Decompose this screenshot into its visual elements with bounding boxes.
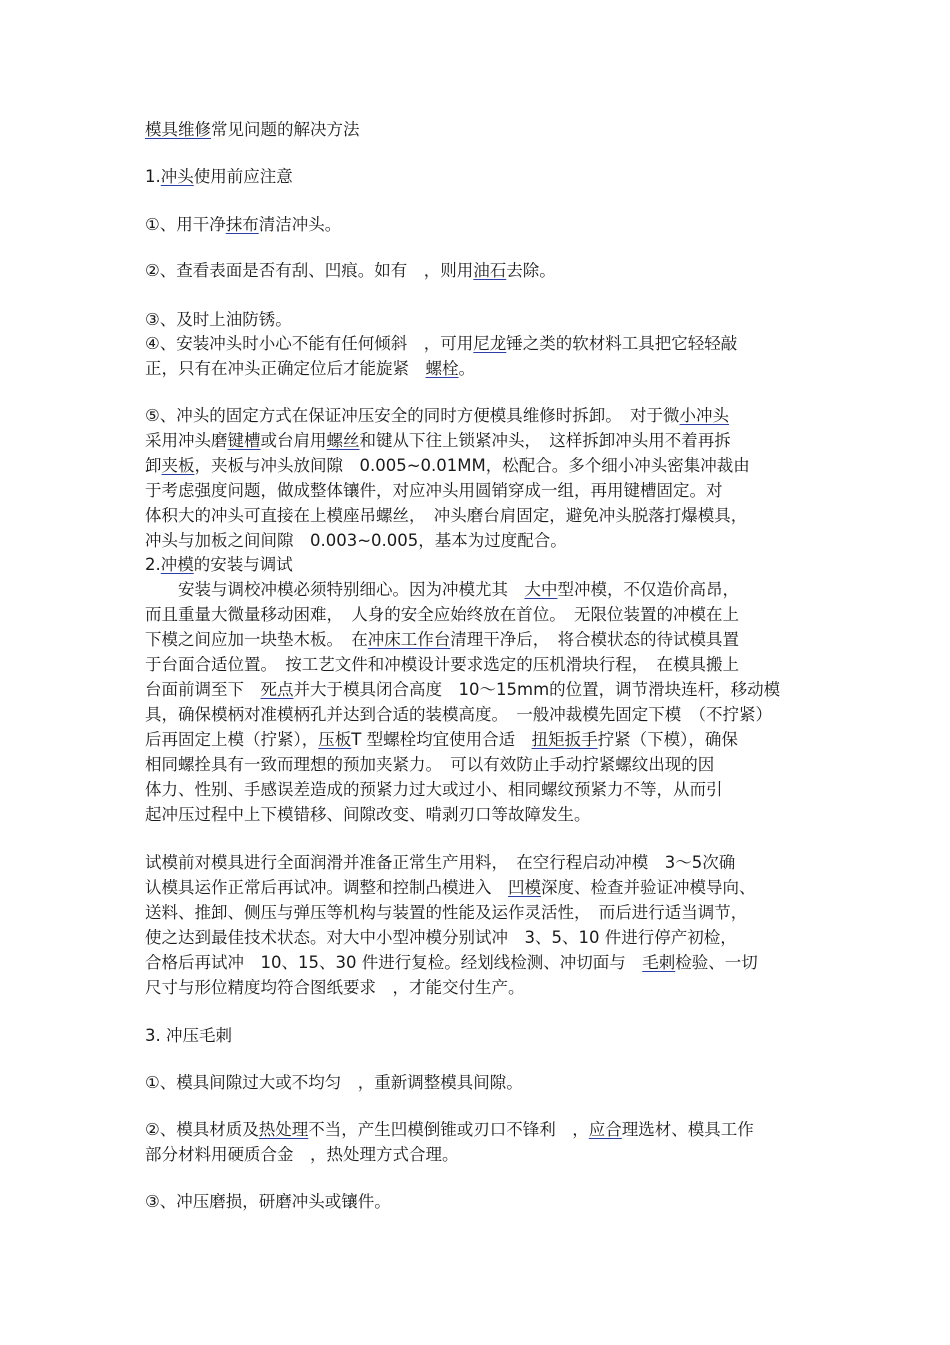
keyword-link-press-plate[interactable]: 压板 [318, 730, 352, 749]
s2-p1-line-5 [145, 678, 780, 702]
text: ①、用干净 [145, 215, 226, 234]
section-number: 2. [145, 555, 161, 574]
title-text: 常见问题的解决方法 [211, 120, 360, 139]
s2-p2-line-3: 送料、推卸、侧压与弹压等机构与装置的性能及运作灵活性， 而后进行适当调节， [145, 903, 748, 922]
s3-item-2-line-2: 部分材料用硬质合金 ，热处理方式合理。 [145, 1145, 459, 1164]
heading-text: 的安装与调试 [193, 555, 293, 574]
text: ，夹板与冲头放间隙 0.005~0.01MM，松配合。多个细小冲头密集冲裁由 [194, 456, 750, 475]
s2-p1-line-4: 于台面合适位置。 按工艺文件和冲模设计要求选定的压机滑块行程， 在模具搬上 [145, 655, 739, 674]
text: 采用冲头磨 [145, 431, 228, 450]
title-keyword-link[interactable]: 模具维修 [145, 120, 211, 139]
keyword-link-nylon[interactable]: 尼龙 [473, 334, 507, 353]
text: 后再固定上模（拧紧）， [145, 730, 319, 749]
s2-p1-line-3 [145, 628, 739, 652]
s1-item-5-line-5: 体积大的冲头可直接在上模座吊螺丝， 冲头磨台肩固定，避免冲头脱落打爆模具， [145, 506, 748, 525]
text: 台面前调至下 [145, 680, 261, 699]
s3-item-3: ③、冲压磨损，研磨冲头或镶件。 [145, 1192, 391, 1211]
section-2-heading [145, 553, 293, 577]
keyword-link-heat-treatment[interactable]: 热处理 [258, 1120, 309, 1139]
s2-p1-line-2: 而且重量大微量移动困难， 人身的安全应始终放在首位。 无限位装置的冲模在上 [145, 605, 739, 624]
heading-text: 使用前应注意 [193, 167, 293, 186]
s2-p1-line-1 [145, 578, 739, 602]
text: ②、模具材质及 [145, 1120, 259, 1139]
keyword-link-keyway[interactable]: 键槽 [227, 431, 261, 450]
text: 拧紧（下模），确保 [597, 730, 738, 749]
text: 。 [458, 359, 475, 378]
keyword-link-small-punch[interactable]: 小冲头 [679, 406, 730, 425]
s1-item-1 [145, 213, 341, 237]
keyword-link-large-medium[interactable]: 大中 [524, 580, 558, 599]
s3-item-2-line-1 [145, 1118, 754, 1142]
s1-item-5-line-1 [145, 404, 729, 428]
text: 清洁冲头。 [258, 215, 342, 234]
text: 和键从下往上锁紧冲头， 这样拆卸冲头用不着再拆 [359, 431, 731, 450]
keyword-link-dead-point[interactable]: 死点 [260, 680, 294, 699]
keyword-link-concave-die[interactable]: 凹模 [508, 878, 541, 897]
text: 合格后再试冲 10、15、30 件进行复检。经划线检测、冲切面与 [145, 953, 643, 972]
s1-item-5-line-3 [145, 454, 750, 478]
text: 不当，产生凹模倒锥或刃口不锋利 ， [308, 1120, 589, 1139]
s2-p1-line-6: 具，确保模柄对准模柄孔并达到合适的装模高度。 一般冲裁模先固定下模 （不拧紧） [145, 705, 772, 724]
text: 深度、检查并验证冲模导向、 [541, 878, 756, 897]
s2-p1-line-7 [145, 728, 738, 752]
text: 安装与调校冲模必须特别细心。因为冲模尤其 [145, 580, 525, 599]
text: 认模具运作正常后再试冲。调整和控制凸模进入 [145, 878, 508, 897]
s2-p2-line-1: 试模前对模具进行全面润滑并准备正常生产用料， 在空行程启动冲模 3～5次确 [145, 853, 736, 872]
keyword-link-torque-wrench[interactable]: 扭矩扳手 [531, 730, 598, 749]
text: 型冲模，不仅造价高昂， [557, 580, 739, 599]
keyword-link-burr[interactable]: 毛刺 [642, 953, 676, 972]
s2-p2-line-6: 尺寸与形位精度均符合图纸要求 ，才能交付生产。 [145, 978, 525, 997]
text: ⑤、冲头的固定方式在保证冲压安全的同时方便模具维修时拆卸。 对于微 [145, 406, 680, 425]
keyword-link-die[interactable]: 冲模 [160, 555, 194, 574]
s2-p1-line-8: 相同螺拴具有一致而理想的预加夹紧力。 可以有效防止手动拧紧螺纹出现的因 [145, 755, 715, 774]
keyword-link-bolt[interactable]: 螺栓 [425, 359, 459, 378]
section-3-heading: 3. 冲压毛刺 [145, 1026, 232, 1045]
text: 检验、一切 [675, 953, 758, 972]
section-1-heading [145, 165, 293, 189]
keyword-link-screw[interactable]: 螺丝 [326, 431, 360, 450]
s1-item-3: ③、及时上油防锈。 [145, 310, 292, 329]
keyword-link-punch[interactable]: 冲头 [160, 167, 194, 186]
s2-p1-line-10: 起冲压过程中上下模错移、间隙改变、啃剥刃口等故障发生。 [145, 805, 591, 824]
s1-item-5-line-4: 于考虑强度问题，做成整体镶件，对应冲头用圆销穿成一组，再用键槽固定。对 [145, 481, 723, 500]
text: 卸 [145, 456, 162, 475]
document-title [145, 118, 360, 142]
s2-p2-line-5 [145, 951, 758, 975]
keyword-link-clamp-plate[interactable]: 夹板 [161, 456, 195, 475]
text: 或台肩用 [260, 431, 327, 450]
text: ②、查看表面是否有刮、凹痕。如有 ，则用 [145, 261, 474, 280]
s1-item-4-line-1 [145, 332, 737, 356]
keyword-link-oilstone[interactable]: 油石 [473, 261, 507, 280]
text: 正，只有在冲头正确定位后才能旋紧 [145, 359, 426, 378]
text: T 型螺栓均宜使用合适 [351, 730, 532, 749]
text: 清理干净后， 将合模状态的待试模具置 [450, 630, 739, 649]
keyword-link-cloth[interactable]: 抹布 [225, 215, 259, 234]
text: 理选材、模具工作 [621, 1120, 754, 1139]
keyword-link-should[interactable]: 应合 [588, 1120, 622, 1139]
s1-item-5-line-6: 冲头与加板之间间隙 0.003~0.005，基本为过度配合。 [145, 531, 567, 550]
keyword-link-press-table[interactable]: 冲床工作台 [367, 630, 451, 649]
s1-item-5-line-2 [145, 429, 731, 453]
s2-p2-line-2 [145, 876, 756, 900]
text: 并大于模具闭合高度 10～15mm的位置，调节滑块连杆，移动模 [293, 680, 781, 699]
s2-p2-line-4: 使之达到最佳技术状态。对大中小型冲模分别试冲 3、5、10 件进行停产初检， [145, 928, 737, 947]
s1-item-2 [145, 259, 556, 283]
text: 锤之类的软材料工具把它轻轻敲 [506, 334, 738, 353]
s3-item-1: ①、模具间隙过大或不均匀 ，重新调整模具间隙。 [145, 1073, 523, 1092]
text: ④、安装冲头时小心不能有任何倾斜 ，可用 [145, 334, 474, 353]
text: 去除。 [506, 261, 556, 280]
section-number: 1. [145, 167, 161, 186]
s1-item-4-line-2 [145, 357, 475, 381]
s2-p1-line-9: 体力、性别、手感误差造成的预紧力过大或过小、相同螺纹预紧力不等，从而引 [145, 780, 723, 799]
text: 下模之间应加一块垫木板。 在 [145, 630, 368, 649]
